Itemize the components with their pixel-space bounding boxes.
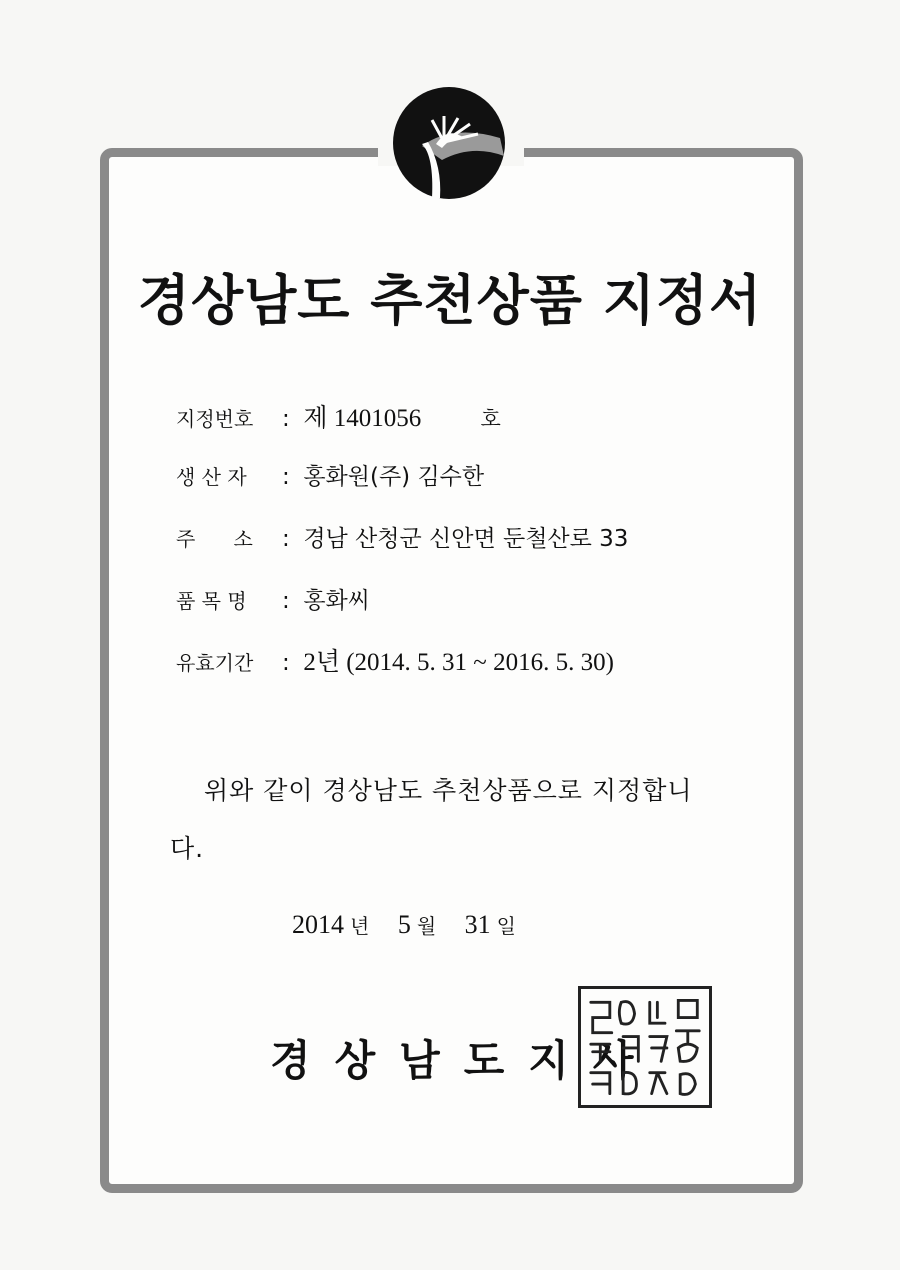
field-label: 지정번호	[176, 407, 254, 431]
issuer-name: 경상남도지사	[270, 1036, 658, 1085]
field-address: 주 소 : 경남 산청군 신안면 둔철산로 33	[176, 520, 628, 553]
field-designation-number: 지정번호 : 제 1401056 호	[176, 405, 501, 432]
field-label: 품 목 명	[176, 589, 247, 613]
field-label: 생 산 자	[176, 465, 247, 489]
field-label: 유효기간	[176, 651, 254, 675]
field-value: 홍화씨	[303, 588, 370, 614]
date-day-unit: 일	[496, 914, 516, 938]
field-producer: 생 산 자 : 홍화원(주) 김수한	[176, 458, 484, 491]
date-month-unit: 월	[416, 914, 437, 938]
certificate-title: 경상남도 추천상품 지정서	[137, 269, 763, 332]
field-value: 2년 (2014. 5. 31 ~ 2016. 5. 30)	[303, 649, 614, 676]
date-month: 5	[397, 910, 411, 939]
field-suffix: 호	[480, 407, 501, 431]
field-item-name: 품 목 명 : 홍화씨	[176, 582, 370, 615]
field-value: 경남 산청군 신안면 둔철산로 33	[303, 526, 629, 552]
field-value: 제 1401056	[303, 405, 422, 432]
official-seal-icon	[578, 986, 712, 1108]
field-validity: 유효기간 : 2년 (2014. 5. 31 ~ 2016. 5. 30)	[176, 649, 614, 676]
date-day: 31	[464, 910, 491, 939]
issue-date	[292, 910, 538, 940]
field-label: 주 소	[176, 527, 253, 551]
gyeongnam-emblem-icon	[392, 86, 506, 200]
date-year: 2014	[292, 910, 344, 939]
designation-statement: 위와 같이 경상남도 추천상품으로 지정합니다.	[170, 776, 693, 863]
field-value: 홍화원(주) 김수한	[303, 464, 485, 490]
date-year-unit: 년	[350, 914, 370, 938]
